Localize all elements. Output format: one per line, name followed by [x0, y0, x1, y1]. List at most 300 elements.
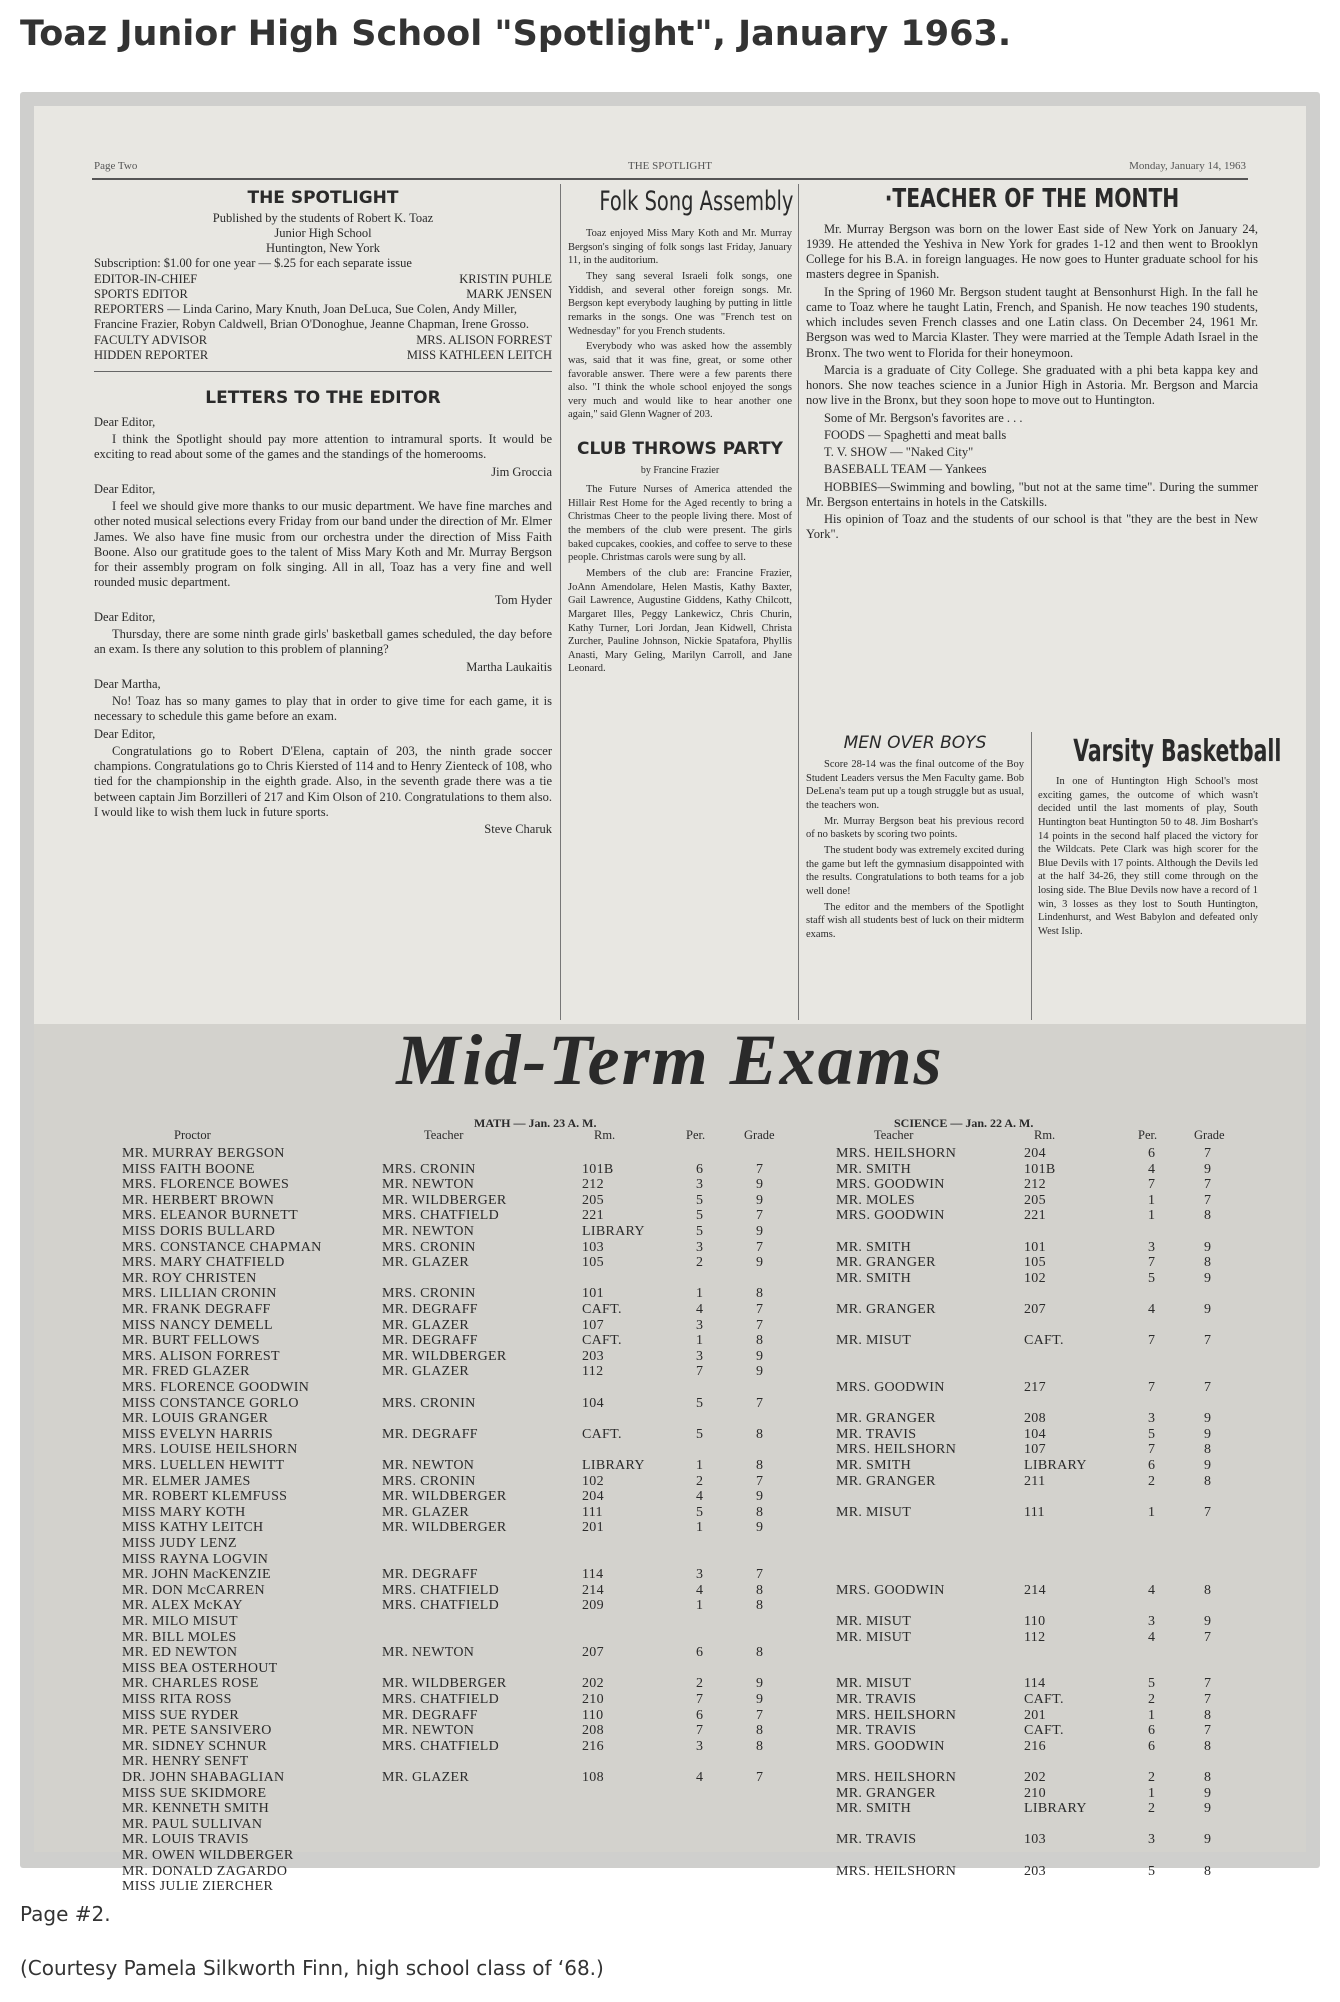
math-period: 2 — [696, 1255, 704, 1271]
column-rule — [560, 184, 561, 1020]
science-grade: 8 — [1204, 1255, 1212, 1271]
col-header-room: Rm. — [1034, 1128, 1056, 1142]
science-period: 1 — [1148, 1707, 1156, 1723]
math-period: 4 — [696, 1770, 704, 1785]
math-period: 7 — [696, 1364, 704, 1380]
men-over-boys-column — [806, 732, 1024, 1024]
science-room: LIBRARY — [1024, 1801, 1087, 1817]
math-period: 6 — [696, 1645, 704, 1661]
math-teacher: MR. NEWTON — [382, 1177, 475, 1193]
science-room: 210 — [1024, 1785, 1046, 1801]
science-period: 6 — [1148, 1458, 1156, 1473]
science-room: 207 — [1024, 1302, 1046, 1317]
caption-credit: (Courtesy Pamela Silkworth Finn, high school class of ‘68.) — [20, 1956, 604, 1980]
reporters-list: REPORTERS — Linda Carino, Mary Knuth, Joan DeLuca, Sue Colen, Andy Miller, Francine Frazier, Robyn Caldwell, Brian O'Donoghue, Jeanne Chapman, Irene Grosso. — [94, 302, 529, 332]
math-teacher: MR. WILDBERGER — [382, 1489, 507, 1505]
letter-salutation: Dear Editor, — [94, 414, 156, 429]
science-room: 214 — [1024, 1582, 1046, 1598]
col-header-teacher: Teacher — [424, 1128, 464, 1142]
math-room: 110 — [582, 1707, 604, 1723]
science-room: 221 — [1024, 1208, 1046, 1224]
proctor-name: MISS SUE SKIDMORE — [122, 1785, 267, 1801]
proctor-name: MR. BILL MOLES — [122, 1629, 237, 1645]
math-period: 1 — [696, 1286, 704, 1302]
proctor-name: MR. PAUL SULLIVAN — [122, 1816, 263, 1832]
science-room: 110 — [1024, 1614, 1046, 1629]
proctor-name: MR. HENRY SENFT — [122, 1754, 249, 1770]
science-grade: 7 — [1204, 1692, 1212, 1707]
letter-salutation: Dear Editor, — [94, 609, 156, 624]
science-teacher: MR. SMITH — [836, 1458, 912, 1473]
math-room: LIBRARY — [582, 1458, 645, 1473]
science-period: 5 — [1148, 1270, 1156, 1286]
science-teacher: MRS. HEILSHORN — [836, 1863, 957, 1879]
proctor-name: MRS. ALISON FORREST — [122, 1348, 280, 1364]
col-header-proctor: Proctor — [174, 1128, 211, 1142]
math-grade: 7 — [756, 1317, 764, 1333]
article-paragraph: Marcia is a graduate of City College. She graduated with a phi beta kappa key and honors. She now teaches science in a Junior High in Astoria. Mr. Bergson and Marcia now live in the Bronx, but they soon hope to move out to Huntington. — [806, 362, 1258, 408]
math-room: 201 — [582, 1520, 604, 1536]
math-room: 214 — [582, 1582, 604, 1598]
science-period: 3 — [1148, 1239, 1156, 1255]
math-grade: 8 — [756, 1286, 764, 1302]
col-header-period: Per. — [686, 1128, 706, 1142]
header-date: Monday, January 14, 1963 — [1129, 160, 1246, 172]
math-teacher: MR. GLAZER — [382, 1317, 469, 1333]
math-teacher: MR. WILDBERGER — [382, 1676, 507, 1692]
science-grade: 7 — [1204, 1504, 1212, 1520]
article-paragraph: The Future Nurses of America attended the Hillair Rest Home for the Aged recently to bring a Christmas Cheer to the people living there. Most of the members of the club were present. The girls baked cupcakes, cookies, and coffee to serve to these people. Christmas carols were sung by all. — [568, 484, 792, 564]
article-paragraph: The editor and the members of the Spotlight staff wish all students best of luck on their midterm exams. — [806, 901, 1024, 940]
math-teacher: MR. DEGRAFF — [382, 1707, 478, 1723]
proctor-name: MR. LOUIS GRANGER — [122, 1411, 269, 1427]
science-teacher: MR. MISUT — [836, 1333, 912, 1349]
math-room: 114 — [582, 1567, 604, 1583]
folk-club-column — [568, 184, 792, 1024]
math-room: 205 — [582, 1192, 604, 1208]
math-room: 221 — [582, 1208, 604, 1224]
proctor-name: MISS KATHY LEITCH — [122, 1520, 264, 1536]
varsity-title: Varsity Basketball — [1073, 734, 1282, 769]
science-period: 7 — [1148, 1442, 1156, 1458]
math-period: 7 — [696, 1692, 704, 1707]
math-room: 203 — [582, 1348, 604, 1364]
math-room: LIBRARY — [582, 1224, 645, 1239]
math-grade: 7 — [756, 1395, 764, 1411]
math-grade: 8 — [756, 1738, 764, 1754]
science-period: 1 — [1148, 1504, 1156, 1520]
science-period: 3 — [1148, 1614, 1156, 1629]
science-room: 208 — [1024, 1411, 1046, 1427]
math-teacher: MRS. CRONIN — [382, 1239, 476, 1255]
science-period: 2 — [1148, 1473, 1156, 1489]
proctor-name: MR. CHARLES ROSE — [122, 1676, 259, 1692]
header-rule — [92, 178, 1248, 180]
proctor-name: MR. SIDNEY SCHNUR — [122, 1738, 267, 1754]
math-period: 2 — [696, 1473, 704, 1489]
science-room: CAFT. — [1024, 1692, 1064, 1707]
science-teacher: MR. TRAVIS — [836, 1832, 917, 1848]
math-room: 108 — [582, 1770, 604, 1785]
science-room: 105 — [1024, 1255, 1046, 1271]
math-teacher: MR. GLAZER — [382, 1504, 469, 1520]
favorite-hobbies: HOBBIES—Swimming and bowling, "but not at the same time". During the summer Mr. Bergson entertains in hotels in the Catskills. — [806, 479, 1258, 509]
math-room: 105 — [582, 1255, 604, 1271]
science-grade: 7 — [1204, 1146, 1212, 1161]
science-room: 107 — [1024, 1442, 1046, 1458]
letter-salutation: Dear Editor, — [94, 481, 156, 496]
proctor-name: MR. MILO MISUT — [122, 1614, 238, 1629]
math-grade: 9 — [756, 1192, 764, 1208]
article-paragraph: Mr. Murray Bergson beat his previous record of no baskets by scoring two points. — [806, 815, 1024, 841]
article-paragraph: They sang several Israeli folk songs, one Yiddish, and several other foreign songs. Mr. Bergson kept everybody laughing by putting in little remarks in the songs. One was "French test on Wednesday" for you French students. — [568, 271, 792, 337]
masthead-line: Huntington, New York — [266, 241, 380, 256]
math-period: 4 — [696, 1302, 704, 1317]
science-grade: 9 — [1204, 1239, 1212, 1255]
proctor-name: MR. ED NEWTON — [122, 1645, 238, 1661]
math-room: 111 — [582, 1504, 603, 1520]
exam-schedule — [34, 1020, 1306, 1895]
science-grade: 9 — [1204, 1614, 1212, 1629]
math-grade: 9 — [756, 1348, 764, 1364]
col-header-period: Per. — [1138, 1128, 1158, 1142]
math-grade: 9 — [756, 1364, 764, 1380]
math-room: 103 — [582, 1239, 604, 1255]
science-grade: 9 — [1204, 1302, 1212, 1317]
math-grade: 9 — [756, 1255, 764, 1271]
math-period: 1 — [696, 1458, 704, 1473]
letter-signature: Tom Hyder — [494, 592, 552, 607]
math-teacher: MRS. CHATFIELD — [382, 1598, 499, 1614]
math-room: 204 — [582, 1489, 604, 1505]
proctor-name: MRS. LOUISE HEILSHORN — [122, 1442, 298, 1458]
science-teacher: MR. GRANGER — [836, 1785, 936, 1801]
math-room: 101B — [582, 1161, 614, 1177]
math-teacher: MRS. CHATFIELD — [382, 1582, 499, 1598]
science-room: 201 — [1024, 1707, 1046, 1723]
science-period: 1 — [1148, 1192, 1156, 1208]
science-teacher: MR. GRANGER — [836, 1473, 936, 1489]
math-grade: 8 — [756, 1426, 764, 1442]
science-grade: 7 — [1204, 1333, 1212, 1349]
math-grade: 7 — [756, 1770, 764, 1785]
science-teacher: MRS. GOODWIN — [836, 1582, 945, 1598]
science-period: 3 — [1148, 1832, 1156, 1848]
article-paragraph: In the Spring of 1960 Mr. Bergson student taught at Bensonhurst High. In the fall he came to Toaz where he taught Latin, French, and Spanish. He now teaches 190 students, which includes seven French classes and one Latin class. On December 24, 1961 Mr. Bergson was wed to Marcia Klaster. They were married at the Temple Adath Israel in the Bronx. The two went to Florida for their honeymoon. — [806, 284, 1258, 360]
proctor-name: MRS. LUELLEN HEWITT — [122, 1458, 285, 1473]
science-teacher: MR. SMITH — [836, 1239, 912, 1255]
newspaper-photo — [20, 92, 1320, 1895]
science-grade: 8 — [1204, 1582, 1212, 1598]
science-grade: 7 — [1204, 1723, 1212, 1739]
letters-title: LETTERS TO THE EDITOR — [205, 388, 441, 409]
proctor-name: MR. DONALD ZAGARDO — [122, 1863, 288, 1879]
math-period: 3 — [696, 1348, 704, 1364]
proctor-name: MR. ROY CHRISTEN — [122, 1270, 257, 1286]
proctor-name: MISS DORIS BULLARD — [122, 1224, 276, 1239]
proctor-name: MISS RITA ROSS — [122, 1692, 232, 1707]
proctor-name: MR. OWEN WILDBERGER — [122, 1848, 294, 1863]
article-paragraph: Mr. Murray Bergson was born on the lower East side of New York on January 24, 1939. He attended the Yeshiva in New York for grades 1-12 and then went to Brooklyn College for his B.A. in foreign languages. He now goes to Hunter graduate school for his masters degree in Spanish. — [806, 221, 1258, 282]
math-teacher: MR. WILDBERGER — [382, 1348, 507, 1364]
science-period: 4 — [1148, 1161, 1156, 1177]
math-grade: 8 — [756, 1333, 764, 1349]
math-period: 5 — [696, 1426, 704, 1442]
masthead-letters-column — [94, 184, 552, 1024]
article-paragraph: Score 28-14 was the final outcome of the Boy Student Leaders versus the Men Faculty game. Bob DeLena's team put up a tough struggle but as usual, the teachers won. — [806, 759, 1024, 812]
article-paragraph: His opinion of Toaz and the students of our school is that "they are the best in New York". — [806, 512, 1258, 542]
math-period: 6 — [696, 1161, 704, 1177]
science-period: 4 — [1148, 1582, 1156, 1598]
article-paragraph: Toaz enjoyed Miss Mary Koth and Mr. Murray Bergson's singing of folk songs last Friday, January 11, in the auditorium. — [568, 228, 792, 267]
science-room: LIBRARY — [1024, 1458, 1087, 1473]
page-title: Toaz Junior High School "Spotlight", January 1963. — [20, 14, 1012, 54]
science-room: 211 — [1024, 1473, 1046, 1489]
math-grade: 7 — [756, 1239, 764, 1255]
column-rule — [798, 184, 799, 1020]
proctor-name: MISS NANCY DEMELL — [122, 1317, 273, 1333]
math-period: 1 — [696, 1333, 704, 1349]
science-teacher: MR. GRANGER — [836, 1411, 936, 1427]
proctor-name: MR. FRANK DEGRAFF — [122, 1302, 271, 1317]
math-grade: 9 — [756, 1489, 764, 1505]
proctor-name: MISS CONSTANCE GORLO — [122, 1395, 299, 1411]
math-room: CAFT. — [582, 1302, 622, 1317]
math-room: 101 — [582, 1286, 604, 1302]
math-teacher: MR. WILDBERGER — [382, 1520, 507, 1536]
science-period: 2 — [1148, 1801, 1156, 1817]
science-room: 203 — [1024, 1863, 1046, 1879]
science-grade: 8 — [1204, 1208, 1212, 1224]
col-header-teacher: Teacher — [874, 1128, 914, 1142]
math-room: 208 — [582, 1723, 604, 1739]
club-byline: by Francine Frazier — [640, 465, 720, 477]
math-teacher: MR. DEGRAFF — [382, 1567, 478, 1583]
staff-row: HIDDEN REPORTER MISS KATHLEEN LEITCH — [94, 347, 552, 362]
science-room: 217 — [1024, 1380, 1046, 1395]
math-room: 210 — [582, 1692, 604, 1707]
letter-signature: Martha Laukaitis — [466, 659, 552, 674]
math-period: 1 — [696, 1598, 704, 1614]
math-period: 7 — [696, 1723, 704, 1739]
proctor-name: MR. PETE SANSIVERO — [122, 1723, 272, 1739]
science-period: 6 — [1148, 1738, 1156, 1754]
letter-salutation: Dear Editor, — [94, 726, 156, 741]
letter-signature: Jim Groccia — [491, 464, 552, 479]
article-paragraph: In one of Huntington High School's most exciting games, the outcome of which wasn't decided until the last moments of play, South Huntington beat Huntington 50 to 48. Jim Boshart's 14 points in the second half placed the victory for the Wildcats. Pete Clark was high scorer for the Blue Devils with 17 points. Although the Devils led at the half 34-26, they still come through on the losing side. The Blue Devils now have a record of 1 win, 3 losses as they lost to South Huntington, Lindenhurst, and West Babylon and defeated only West Islip. — [1038, 776, 1258, 938]
science-room: 111 — [1024, 1504, 1045, 1520]
math-room: 202 — [582, 1676, 604, 1692]
science-teacher: MR. TRAVIS — [836, 1692, 917, 1707]
math-teacher: MRS. CRONIN — [382, 1161, 476, 1177]
science-period: 7 — [1148, 1380, 1156, 1395]
math-room: CAFT. — [582, 1333, 622, 1349]
science-teacher: MRS. HEILSHORN — [836, 1707, 957, 1723]
science-teacher: MR. MISUT — [836, 1614, 912, 1629]
science-grade: 8 — [1204, 1770, 1212, 1785]
science-room: 112 — [1024, 1629, 1046, 1645]
math-period: 5 — [696, 1224, 704, 1239]
math-period: 3 — [696, 1177, 704, 1193]
science-room: 102 — [1024, 1270, 1046, 1286]
proctor-name: MRS. LILLIAN CRONIN — [122, 1286, 277, 1302]
proctor-name: MR. JOHN MacKENZIE — [122, 1567, 271, 1583]
science-period: 6 — [1148, 1146, 1156, 1161]
masthead-title: THE SPOTLIGHT — [247, 188, 399, 208]
science-teacher: MR. MISUT — [836, 1629, 912, 1645]
math-grade: 8 — [756, 1598, 764, 1614]
masthead-line: Published by the students of Robert K. Toaz — [212, 210, 434, 225]
science-room: 205 — [1024, 1192, 1046, 1208]
science-grade: 8 — [1204, 1863, 1212, 1879]
math-grade: 7 — [756, 1161, 764, 1177]
science-teacher: MR. TRAVIS — [836, 1723, 917, 1739]
math-period: 4 — [696, 1582, 704, 1598]
favorite-item: BASEBALL TEAM — Yankees — [824, 462, 987, 477]
proctor-name: MISS FAITH BOONE — [122, 1161, 255, 1177]
math-teacher: MR. NEWTON — [382, 1458, 475, 1473]
proctor-name: MRS. ELEANOR BURNETT — [122, 1208, 298, 1224]
letter-salutation: Dear Martha, — [94, 676, 161, 691]
math-teacher: MR. GLAZER — [382, 1255, 469, 1271]
science-period: 6 — [1148, 1723, 1156, 1739]
science-room: 216 — [1024, 1738, 1046, 1754]
math-room: 104 — [582, 1395, 604, 1411]
math-teacher: MR. DEGRAFF — [382, 1333, 478, 1349]
science-period: 1 — [1148, 1208, 1156, 1224]
science-room: 103 — [1024, 1832, 1046, 1848]
letter-body: I think the Spotlight should pay more attention to intramural sports. It would be exciting to read about some of the games and the standings of the homerooms. — [94, 432, 552, 462]
science-grade: 7 — [1204, 1192, 1212, 1208]
math-teacher: MRS. CRONIN — [382, 1395, 476, 1411]
science-room: 212 — [1024, 1177, 1046, 1193]
math-teacher: MRS. CRONIN — [382, 1473, 476, 1489]
science-room: 202 — [1024, 1770, 1046, 1785]
letter-body: No! Toaz has so many games to play that in order to give time for each game, it is necessary to schedule this game before an exam. — [94, 694, 552, 724]
science-grade: 8 — [1204, 1738, 1212, 1754]
staff-row: FACULTY ADVISOR MRS. ALISON FORREST — [94, 332, 552, 347]
staff-row: EDITOR-IN-CHIEF KRISTIN PUHLE — [94, 271, 552, 286]
math-period: 3 — [696, 1239, 704, 1255]
proctor-name: MR. MURRAY BERGSON — [122, 1146, 285, 1161]
math-grade: 9 — [756, 1224, 764, 1239]
science-period: 5 — [1148, 1863, 1156, 1879]
science-room: 101 — [1024, 1239, 1046, 1255]
newspaper-page — [34, 106, 1306, 1895]
science-teacher: MR. MISUT — [836, 1676, 912, 1692]
science-teacher: MR. GRANGER — [836, 1302, 936, 1317]
header-page-number: Page Two — [94, 160, 138, 172]
proctor-name: MRS. CONSTANCE CHAPMAN — [122, 1239, 322, 1255]
science-room: 204 — [1024, 1146, 1046, 1161]
math-grade: 9 — [756, 1692, 764, 1707]
math-grade: 8 — [756, 1645, 764, 1661]
math-room: 216 — [582, 1738, 604, 1754]
science-room: 104 — [1024, 1426, 1046, 1442]
proctor-name: MISS JUDY LENZ — [122, 1536, 237, 1551]
proctor-name: MR. LOUIS TRAVIS — [122, 1832, 249, 1848]
proctor-name: MRS. MARY CHATFIELD — [122, 1255, 285, 1271]
math-teacher: MR. GLAZER — [382, 1770, 469, 1785]
letter-body: I feel we should give more thanks to our music department. We have fine marches and other noted musical selections every Friday from our band under the direction of Mr. Elmer James. We also have fine music from our orchestra under the direction of Miss Faith Boone. Also our gratitude goes to the talent of Miss Mary Koth and Mr. Murray Bergson for their assembly program on folk singing. All in all, Toaz has a very fine and well rounded music department. — [94, 499, 552, 590]
proctor-name: MR. FRED GLAZER — [122, 1364, 250, 1380]
science-grade: 9 — [1204, 1426, 1212, 1442]
science-period: 2 — [1148, 1770, 1156, 1785]
math-grade: 8 — [756, 1582, 764, 1598]
letter-body: Thursday, there are some ninth grade girls' basketball games scheduled, the day before an exam. Is there any solution to this problem of planning? — [94, 627, 552, 657]
favorite-item: FOODS — Spaghetti and meat balls — [824, 427, 1007, 442]
teacher-title: ·TEACHER OF THE MONTH — [884, 184, 1180, 214]
science-teacher: MRS. HEILSHORN — [836, 1442, 957, 1458]
proctor-name: MISS BEA OSTERHOUT — [122, 1660, 278, 1676]
science-teacher: MR. SMITH — [836, 1801, 912, 1817]
letter-body: Congratulations go to Robert D'Elena, captain of 203, the ninth grade soccer champions. Congratulations go to Chris Kiersted of 114 and to Henry Zienteck of 108, who tied for the championship in the eighth grade. Also, in the seventh grade there was a tie between captain Jim Borzilleri of 217 and Kim Olson of 210. Congratulations to them also. I would like to wish them luck in future sports. — [94, 743, 552, 819]
caption-page: Page #2. — [20, 1902, 111, 1926]
science-grade: 9 — [1204, 1832, 1212, 1848]
math-period: 5 — [696, 1208, 704, 1224]
math-room: 207 — [582, 1645, 604, 1661]
math-section-label: MATH — Jan. 23 A. M. — [474, 1116, 597, 1130]
math-room: 102 — [582, 1473, 604, 1489]
science-teacher: MR. GRANGER — [836, 1255, 936, 1271]
masthead-subscription: Subscription: $1.00 for one year — $.25 for each separate issue — [94, 256, 412, 271]
math-period: 5 — [696, 1395, 704, 1411]
math-period: 6 — [696, 1707, 704, 1723]
science-grade: 9 — [1204, 1161, 1212, 1177]
math-grade: 7 — [756, 1208, 764, 1224]
math-teacher: MRS. CHATFIELD — [382, 1208, 499, 1224]
math-period: 3 — [696, 1738, 704, 1754]
science-section-label: SCIENCE — Jan. 22 A. M. — [894, 1116, 1034, 1130]
math-period: 3 — [696, 1317, 704, 1333]
proctor-name: MISS JULIE ZIERCHER — [122, 1879, 274, 1895]
science-period: 3 — [1148, 1411, 1156, 1427]
proctor-name: MISS MARY KOTH — [122, 1504, 246, 1520]
math-grade: 7 — [756, 1707, 764, 1723]
science-grade: 7 — [1204, 1629, 1212, 1645]
science-teacher: MR. SMITH — [836, 1270, 912, 1286]
article-paragraph: Everybody who was asked how the assembly was, said that it was fine, great, or some other favorable answer. There were a few parents there also. "I think the whole school enjoyed the songs very much and would like to hear another one again," said Glenn Wagner of 203. — [568, 341, 792, 421]
math-teacher: MRS. CRONIN — [382, 1286, 476, 1302]
proctor-name: MRS. FLORENCE BOWES — [122, 1177, 290, 1193]
science-grade: 7 — [1204, 1676, 1212, 1692]
math-period: 1 — [696, 1520, 704, 1536]
math-room: CAFT. — [582, 1426, 622, 1442]
science-teacher: MRS. HEILSHORN — [836, 1770, 957, 1785]
science-period: 7 — [1148, 1177, 1156, 1193]
science-room: CAFT. — [1024, 1333, 1064, 1349]
math-grade: 9 — [756, 1676, 764, 1692]
col-header-grade: Grade — [1194, 1128, 1225, 1142]
exams-title: Mid-Term Exams — [396, 1020, 944, 1100]
science-room: CAFT. — [1024, 1723, 1064, 1739]
science-teacher: MR. SMITH — [836, 1161, 912, 1177]
math-grade: 7 — [756, 1302, 764, 1317]
math-period: 2 — [696, 1676, 704, 1692]
men-title: MEN OVER BOYS — [843, 733, 987, 753]
science-grade: 9 — [1204, 1411, 1212, 1427]
folk-title: Folk Song Assembly — [599, 186, 794, 217]
proctor-name: DR. JOHN SHABAGLIAN — [122, 1770, 285, 1785]
science-teacher: MR. MOLES — [836, 1192, 915, 1208]
col-header-room: Rm. — [594, 1128, 616, 1142]
divider — [94, 371, 552, 372]
math-room: 209 — [582, 1598, 604, 1614]
science-grade: 7 — [1204, 1380, 1212, 1395]
math-grade: 9 — [756, 1520, 764, 1536]
proctor-name: MRS. FLORENCE GOODWIN — [122, 1380, 310, 1395]
science-grade: 9 — [1204, 1458, 1212, 1473]
